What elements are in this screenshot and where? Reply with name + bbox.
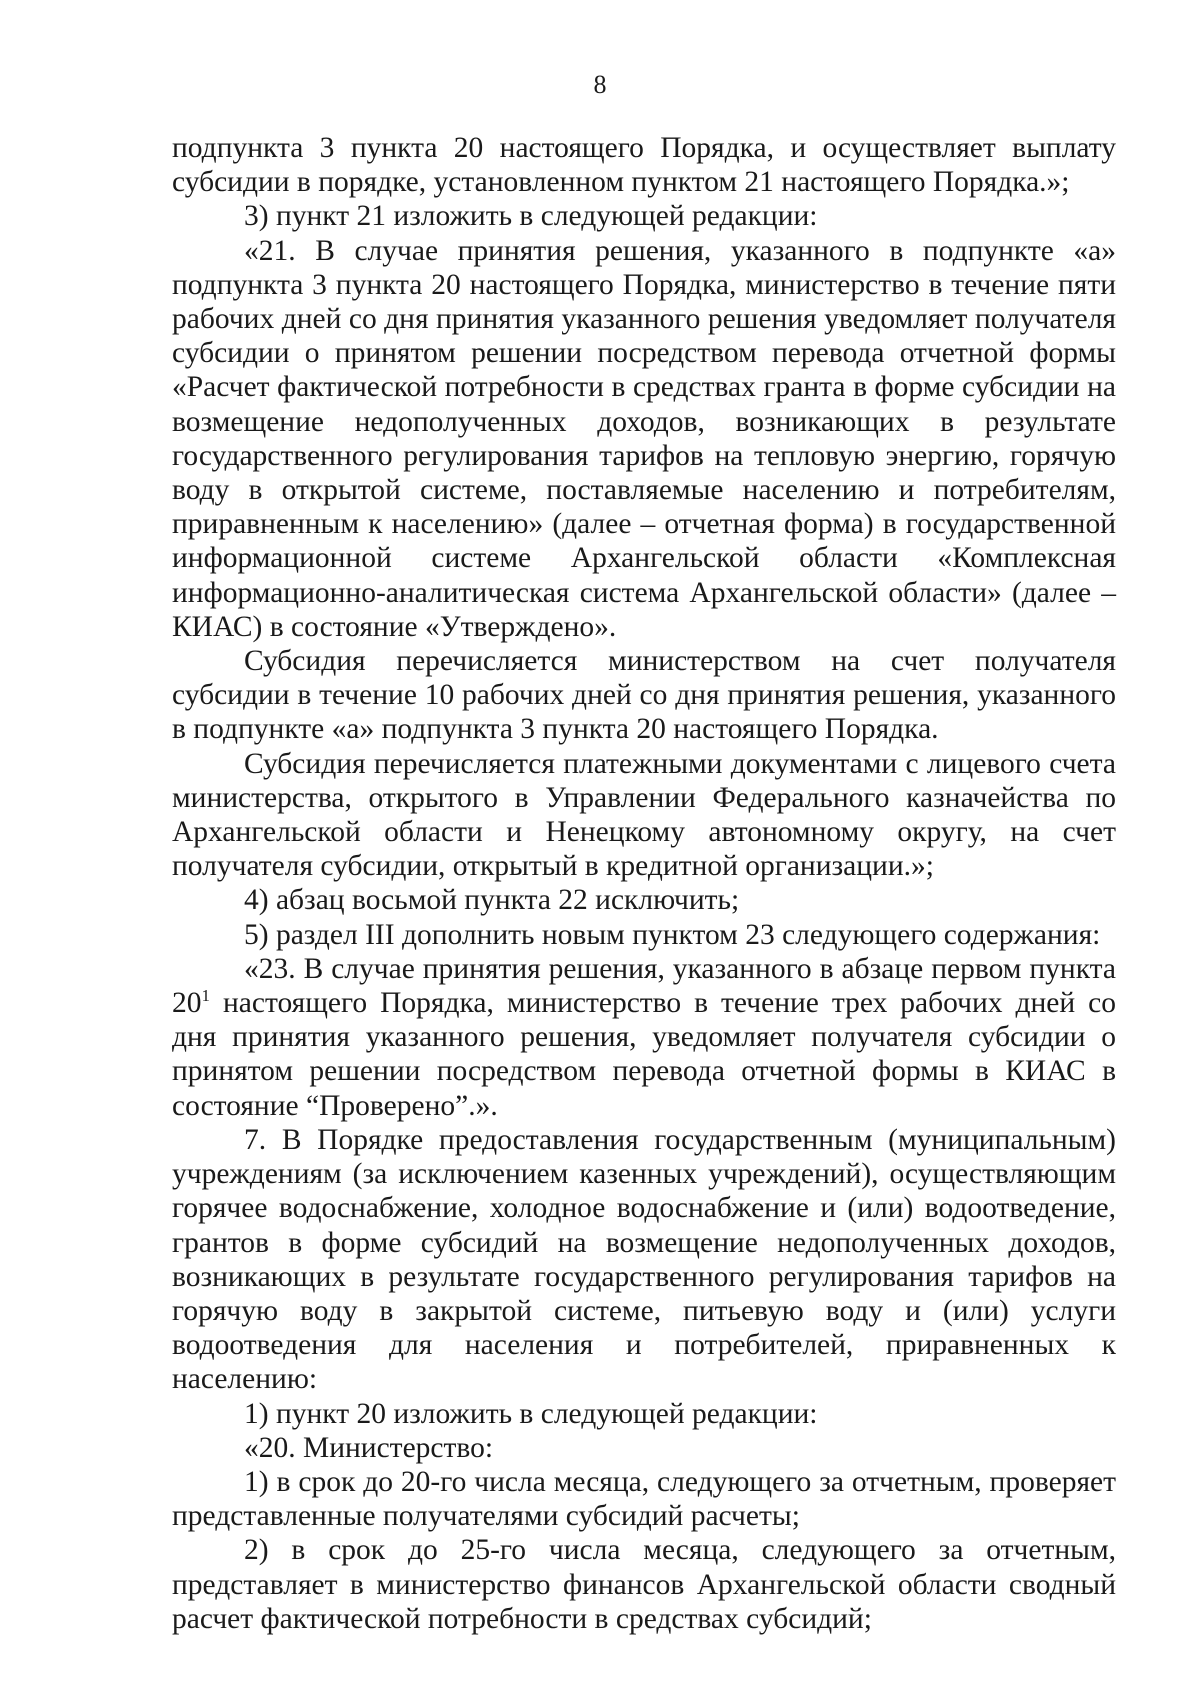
paragraph-9: 7. В Порядке предоставления государственным (муниципальным) учреждениям (за исключением казенных учреждений), осуществляющим горячее водоснабжение, холодное водоснабжение и (или) водоотведение, грантов в форме субсидий на возмещение недополученных доходов, возникающих в результате государственного регулирования тарифов на горячую воду в закрытой системе, питьевую воду и (или) услуги водоотведения для населения и потребителей, приравненных к населению:: [172, 1123, 1116, 1396]
page-number: 8: [593, 70, 607, 99]
paragraph-8-text: «23. В случае принятия решения, указанного в абзаце первом пункта 20: [172, 952, 1116, 1020]
paragraph-2: 3) пункт 21 изложить в следующей редакции:: [244, 200, 818, 233]
paragraph-7: 5) раздел III дополнить новым пунктом 23 следующего содержания:: [244, 918, 1101, 951]
paragraph-10: 1) пункт 20 изложить в следующей редакции:: [244, 1397, 818, 1430]
paragraph-11: «20. Министерство:: [244, 1431, 494, 1464]
paragraph-3: «21. В случае принятия решения, указанного в подпункте «а» подпункта 3 пункта 20 настоящего Порядка, министерство в течение пяти рабочих дней со дня принятия указанного решения уведомляет получателя субсидии о принятом решении посредством перевода отчетной формы «Расчет фактической потребности в средствах гранта в форме субсидии на возмещение недополученных доходов, возникающих в результате государственного регулирования тарифов на тепловую энергию, горячую воду в открытой системе, поставляемые населению и потребителям, приравненным к населению» (далее – отчетная форма) в государственной информационной системе Архангельской области «Комплексная информационно-аналитическая система Архангельской области» (далее – КИАС) в состояние «Утверждено».: [172, 234, 1116, 643]
paragraph-6: 4) абзац восьмой пункта 22 исключить;: [244, 884, 740, 917]
paragraph-12: 1) в срок до 20-го числа месяца, следующего за отчетным, проверяет представленные получателями субсидий расчеты;: [172, 1465, 1116, 1533]
superscript-marker: 1: [201, 986, 210, 1006]
paragraph-13: 2) в срок до 25-го числа месяца, следующего за отчетным, представляет в министерство финансов Архангельской области сводный расчет фактической потребности в средствах субсидий;: [172, 1534, 1116, 1635]
paragraph-5: Субсидия перечисляется платежными документами с лицевого счета министерства, открытого в Управлении Федерального казначейства по Архангельской области и Ненецкому автономному округу, на счет получателя субсидии, открытый в кредитной организации.»;: [172, 747, 1116, 883]
paragraph-1: подпункта 3 пункта 20 настоящего Порядка, и осуществляет выплату субсидии в порядке, установленном пунктом 21 настоящего Порядка.»;: [172, 132, 1116, 199]
paragraph-8: [172, 952, 1116, 1123]
paragraph-8-text-after: настоящего Порядка, министерство в течение трех рабочих дней со дня принятия указанного решения, уведомляет получателя субсидии о принятом решении посредством перевода отчетной формы в КИАС в состояние “Проверено”.».: [172, 987, 1116, 1122]
paragraph-4: Субсидия перечисляется министерством на счет получателя субсидии в течение 10 рабочих дней со дня принятия решения, указанного в подпункте «а» подпункта 3 пункта 20 настоящего Порядка.: [172, 645, 1116, 746]
document-body: [172, 131, 1116, 1636]
